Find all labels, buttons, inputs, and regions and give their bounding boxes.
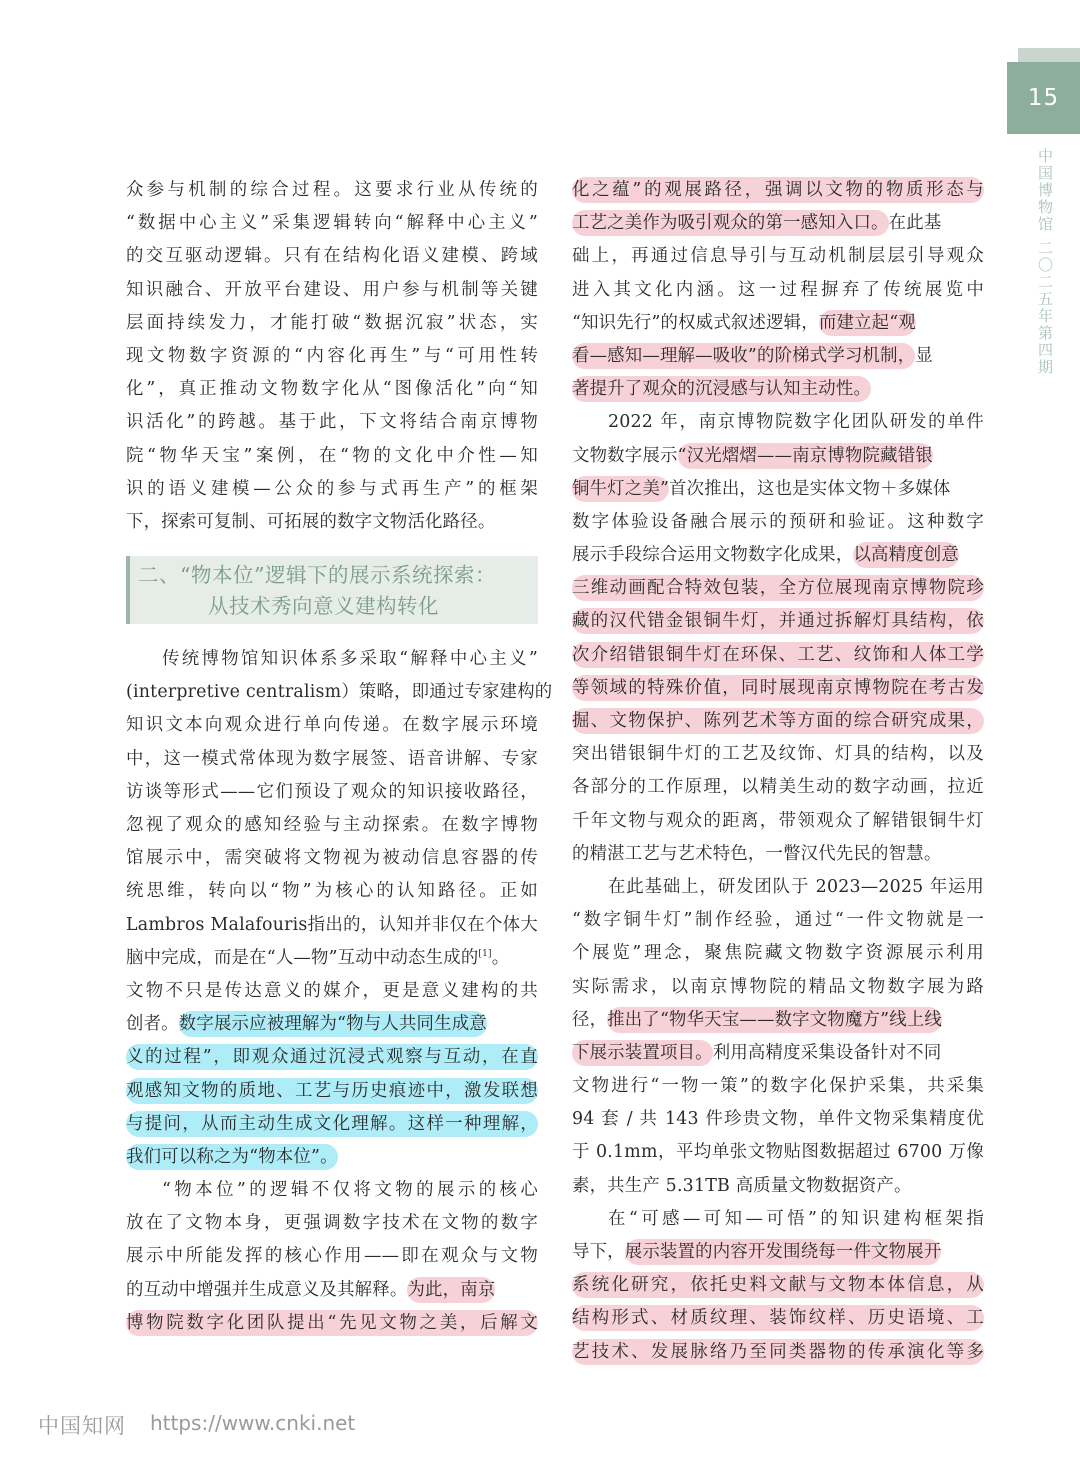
text-line <box>126 1075 538 1108</box>
text-fragment: 利用高精度采集设备针对不同 <box>712 1042 942 1063</box>
text-line: Lambros Malafouris指出的，认知并非仅在个体大 <box>126 914 538 935</box>
citation-marker[interactable]: [1] <box>478 948 492 959</box>
text-line-mixed <box>572 1004 984 1037</box>
text-line <box>572 672 984 705</box>
text-fragment: 在此基 <box>888 213 942 234</box>
pink-highlight: 著提升了观众的沉浸感与认知主动性。 <box>572 376 871 402</box>
text-line-mixed <box>572 473 984 506</box>
text-line: 千年文物与观众的距离，带领观众了解错银铜牛灯 <box>572 810 984 831</box>
pink-highlight: 博物院数字化团队提出“先见文物之美，后解文 <box>126 1310 538 1336</box>
text-line-mixed <box>126 1008 538 1041</box>
text-line <box>126 1108 538 1141</box>
text-line <box>572 1269 984 1302</box>
text-line: 各部分的工作原理，以精美生动的数字动画，拉近 <box>572 777 984 798</box>
text-line: 院“物华天宝”案例，在“物的文化中介性—知 <box>126 445 538 466</box>
text-line: 化”，真正推动文物数字化从“图像活化”向“知 <box>126 379 538 400</box>
text-line <box>126 1141 538 1174</box>
blue-highlight: 我们可以称之为“物本位”。 <box>126 1144 338 1170</box>
cnki-logo: 中国知网 <box>38 1414 126 1438</box>
text-line-mixed <box>572 440 984 473</box>
text-line: 文物不只是传达意义的媒介，更是意义建构的共 <box>126 980 538 1001</box>
text-fragment: 脑中完成，而是在“人—物”互动中动态生成的 <box>126 947 479 968</box>
pink-highlight: 为此，南京 <box>407 1277 495 1303</box>
text-line: 数字体验设备融合展示的预研和验证。这种数字 <box>572 511 984 532</box>
text-line-mixed <box>572 1236 984 1269</box>
text-line: “物本位”的逻辑不仅将文物的展示的核心 <box>162 1180 538 1201</box>
text-line <box>572 572 984 605</box>
text-line <box>572 1302 984 1335</box>
text-fragment: 。 <box>491 947 510 968</box>
text-fragment: 创者。 <box>126 1014 179 1035</box>
right-column <box>572 174 984 1369</box>
text-line <box>126 1041 538 1074</box>
text-line: 的交互驱动逻辑。只有在结构化语义建模、跨域 <box>126 246 538 267</box>
text-line: 进入其文化内涵。这一过程摒弃了传统展览中 <box>572 279 984 300</box>
pink-highlight: 工艺之美作为吸引观众的第一感知入口。 <box>572 210 889 236</box>
text-line: 忽视了观众的感知经验与主动探索。在数字博物 <box>126 815 538 835</box>
journal-issue-label: 中国博物馆 二〇二五年第四期 <box>1036 148 1054 376</box>
text-fragment: 首次推出，这也是实体文物＋多媒体 <box>669 478 951 499</box>
text-line: 实际需求，以南京博物院的精品文物数字展为路 <box>572 976 984 997</box>
text-line: 传统博物馆知识体系多采取“解释中心主义” <box>162 649 538 670</box>
pink-highlight: “汉光熠熠——南京博物院藏错银 <box>678 443 933 469</box>
blue-highlight: 数字展示应被理解为“物与人共同生成意 <box>179 1011 487 1037</box>
pink-highlight: 次介绍错银铜牛灯在环保、工艺、纹饰和人体工学 <box>572 642 984 668</box>
pink-highlight: 展示装置的内容开发围绕每一件文物展开 <box>625 1239 942 1265</box>
text-line: 于 0.1mm，平均单张文物贴图数据超过 6700 万像 <box>572 1142 984 1163</box>
left-column <box>126 174 553 1340</box>
text-line: 层面持续发力，才能打破“数据沉寂”状态，实 <box>126 312 538 333</box>
section-heading-line-2: 从技术秀向意义建构转化 <box>208 594 439 619</box>
text-line: 知识文本向观众进行单向传递。在数字展示环境 <box>126 715 538 736</box>
text-fragment: 的互动中增强并生成意义及其解释。 <box>126 1279 408 1300</box>
text-line: 素，共生产 5.31TB 高质量文物数据资产。 <box>572 1175 912 1196</box>
blue-highlight: 观感知文物的质地、工艺与历史痕迹中，激发联想 <box>126 1078 538 1104</box>
blue-highlight: 与提问，从而主动生成文化理解。这样一种理解， <box>126 1111 538 1137</box>
text-line: 2022 年，南京博物院数字化团队研发的单件 <box>608 412 984 433</box>
pink-highlight: 而建立起“观 <box>819 310 916 336</box>
pink-highlight: 铜牛灯之美” <box>572 476 669 502</box>
text-line: 统思维，转向以“物”为核心的认知路径。正如 <box>126 881 538 902</box>
cnki-url[interactable]: https://www.cnki.net <box>150 1411 356 1435</box>
text-fragment: 文物数字展示 <box>572 445 678 466</box>
text-line: 识活化”的跨越。基于此，下文将结合南京博物 <box>126 412 538 433</box>
text-line: 在“可感—可知—可悟”的知识建构框架指 <box>608 1208 984 1229</box>
text-line <box>572 705 984 738</box>
text-line: 94 套 / 共 143 件珍贵文物，单件文物采集精度优 <box>572 1109 984 1130</box>
text-line: 众参与机制的综合过程。这要求行业从传统的 <box>126 180 538 200</box>
text-line-mixed <box>572 539 984 572</box>
text-line: 知识融合、开放平台建设、用户参与机制等关键 <box>126 279 538 300</box>
pink-highlight: 化之蕴”的观展路径，强调以文物的物质形态与 <box>572 177 984 203</box>
text-line <box>572 373 984 406</box>
pink-highlight: 系统化研究，依托史料文献与文物本体信息，从 <box>572 1272 984 1298</box>
text-fragment: 径， <box>572 1009 608 1030</box>
text-line <box>572 174 984 207</box>
text-line: 访谈等形式——它们预设了观众的知识接收路径， <box>126 781 538 802</box>
text-line: 础上，再通过信息导引与互动机制层层引导观众 <box>572 246 984 267</box>
text-line: 馆展示中，需突破将文物视为被动信息容器的传 <box>126 848 538 869</box>
text-line-mixed <box>572 207 984 240</box>
text-line: 个展览”理念，聚焦院藏文物数字资源展示利用 <box>572 943 984 964</box>
text-line: 在此基础上，研发团队于 2023—2025 年运用 <box>608 876 984 897</box>
text-line <box>572 605 984 638</box>
text-line: “数据中心主义”采集逻辑转向“解释中心主义” <box>126 213 538 234</box>
text-fragment: 展示手段综合运用文物数字化成果， <box>572 545 854 566</box>
pink-highlight: 推出了“物华天宝——数字文物魔方”线上线 <box>607 1007 942 1033</box>
text-line <box>126 1307 538 1340</box>
pink-highlight: 掘、文物保护、陈列艺术等方面的综合研究成果， <box>572 708 984 734</box>
text-line: (interpretive centralism）策略，即通过专家建构的 <box>126 682 553 703</box>
text-fragment: 导下， <box>572 1242 625 1262</box>
page-tab-accent <box>1018 48 1080 62</box>
page-number: 15 <box>1027 85 1060 111</box>
text-line: 放在了文物本身，更强调数字技术在文物的数字 <box>126 1213 538 1234</box>
blue-highlight: 义的过程”，即观众通过沉浸式观察与互动，在直 <box>126 1044 538 1070</box>
text-line: 的精湛工艺与艺术特色，一瞥汉代先民的智慧。 <box>572 843 942 864</box>
pink-highlight: 三维动画配合特效包装，全方位展现南京博物院珍 <box>572 575 984 601</box>
text-line: 文物进行“一物一策”的数字化保护采集，共采集 <box>572 1076 984 1097</box>
pink-highlight: 看—感知—理解—吸收”的阶梯式学习机制， <box>572 343 915 369</box>
text-line: 现文物数字资源的“内容化再生”与“可用性转 <box>126 345 538 366</box>
pink-highlight: 藏的汉代错金银铜牛灯，并通过拆解灯具结构，依 <box>572 608 984 634</box>
section-heading-line-1: 二、“物本位”逻辑下的展示系统探索： <box>138 563 496 588</box>
text-line: “数字铜牛灯”制作经验，通过“一件文物就是一 <box>572 910 984 931</box>
text-line-with-citation <box>126 942 538 975</box>
pink-highlight: 结构形式、材质纹理、装饰纹样、历史语境、工 <box>572 1305 984 1331</box>
pink-highlight: 下展示装置项目。 <box>572 1040 713 1066</box>
text-line-mixed <box>572 1037 984 1070</box>
text-line-mixed <box>572 307 984 340</box>
text-fragment: “知识先行”的权威式叙述逻辑， <box>572 312 819 333</box>
pink-highlight: 等领域的特殊价值，同时展现南京博物院在考古发 <box>572 675 984 701</box>
text-line <box>572 1336 984 1369</box>
text-line: 突出错银铜牛灯的工艺及纹饰、灯具的结构，以及 <box>572 744 984 765</box>
pink-highlight: 以高精度创意 <box>853 542 959 568</box>
text-line: 中，这一模式常体现为数字展签、语音讲解、专家 <box>126 748 538 769</box>
text-line-mixed <box>572 340 984 373</box>
text-fragment: 显 <box>915 345 933 366</box>
text-line-mixed <box>126 1274 538 1307</box>
text-line: 下，探索可复制、可拓展的数字文物活化路径。 <box>126 511 496 532</box>
text-line: 识的语义建模—公众的参与式再生产”的框架 <box>126 478 538 499</box>
section-heading <box>126 556 538 624</box>
text-line: 展示中所能发挥的核心作用——即在观众与文物 <box>126 1246 538 1267</box>
text-line <box>572 639 984 672</box>
pink-highlight: 艺技术、发展脉络乃至同类器物的传承演化等多 <box>572 1339 984 1365</box>
